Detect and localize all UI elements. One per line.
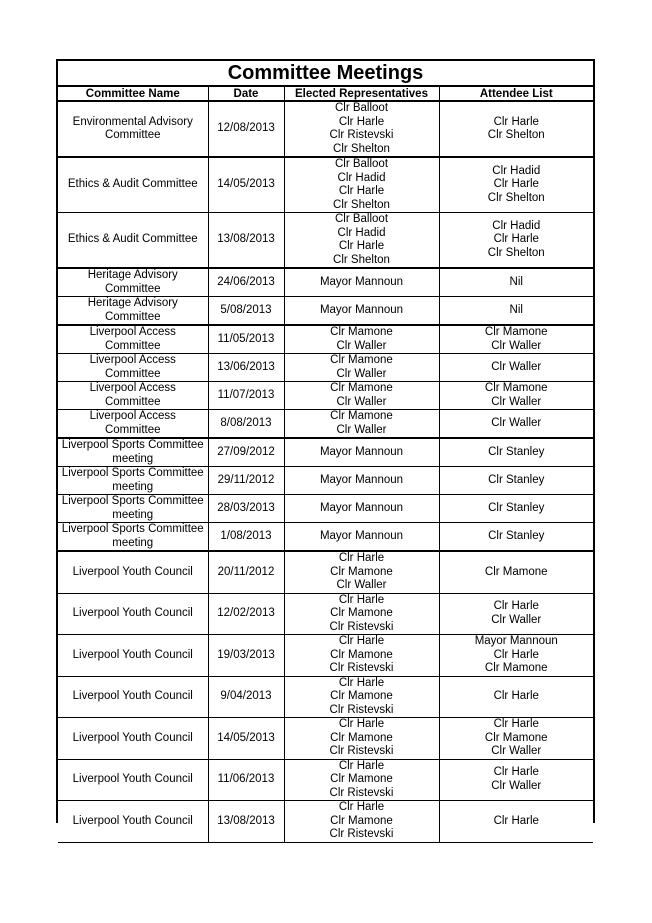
attendee-list-cell [439, 157, 593, 213]
meeting-date-cell: 11/05/2013 [208, 325, 284, 354]
representative-name: Clr Mamone [330, 565, 393, 578]
table-row [58, 593, 593, 635]
representative-name: Clr Waller [336, 579, 387, 591]
representative-name: Clr Harle [338, 240, 385, 252]
attendee-name: Clr Shelton [487, 191, 545, 204]
table-header-row [58, 87, 593, 101]
attendee-list-cell [439, 676, 593, 718]
elected-representatives-cell [284, 101, 439, 157]
attendee-list-cell [439, 268, 593, 297]
committee-name-cell: Liverpool Access Committee [58, 325, 208, 354]
representative-name: Clr Harle [338, 185, 385, 197]
representative-name: Clr Hadid [337, 171, 386, 184]
meeting-date-cell: 1/08/2013 [208, 523, 284, 552]
column-header-committee-name: Committee Name [58, 87, 208, 101]
table-row [58, 410, 593, 439]
meeting-date-cell: 20/11/2012 [208, 551, 284, 593]
attendee-name: Clr Waller [491, 339, 542, 352]
representative-name: Clr Harle [338, 676, 385, 689]
representative-name: Clr Shelton [333, 253, 390, 266]
attendee-name: Clr Stanley [488, 501, 545, 514]
attendee-list-cell [439, 438, 593, 467]
attendee-name: Clr Waller [491, 395, 542, 408]
representative-name: Clr Balloot [334, 102, 389, 114]
representative-name: Clr Harle [338, 718, 385, 730]
committee-name-cell: Liverpool Access Committee [58, 410, 208, 439]
meeting-date-cell: 8/08/2013 [208, 410, 284, 439]
elected-representatives-cell [284, 718, 439, 760]
table-row [58, 551, 593, 593]
representative-name: Clr Harle [338, 115, 385, 128]
attendee-name: Clr Waller [491, 779, 542, 792]
representative-name: Clr Waller [336, 395, 387, 408]
meeting-date-cell: 9/04/2013 [208, 676, 284, 718]
attendee-list-cell [439, 101, 593, 157]
table-row [58, 354, 593, 382]
attendee-name: Clr Mamone [484, 662, 548, 674]
attendee-name: Clr Shelton [487, 129, 545, 141]
representative-name: Clr Ristevski [329, 703, 394, 716]
representative-name: Clr Ristevski [329, 745, 394, 757]
representative-name: Mayor Mannoun [319, 303, 404, 316]
meeting-date-cell: 14/05/2013 [208, 157, 284, 213]
committee-name-cell: Ethics & Audit Committee [58, 213, 208, 269]
representative-name: Clr Harle [338, 801, 385, 813]
attendee-name: Clr Stanley [488, 473, 545, 486]
attendee-name: Clr Waller [491, 745, 542, 757]
elected-representatives-cell [284, 635, 439, 677]
attendee-name: Clr Harle [493, 766, 539, 779]
committee-name-cell: Liverpool Sports Committee meeting [58, 467, 208, 495]
committee-name-cell: Heritage Advisory Committee [58, 297, 208, 326]
representative-name: Clr Harle [338, 635, 385, 647]
elected-representatives-cell [284, 325, 439, 354]
representative-name: Clr Shelton [333, 198, 390, 211]
elected-representatives-cell [284, 593, 439, 635]
attendee-name: Nil [509, 275, 523, 288]
attendee-list-cell [439, 759, 593, 801]
elected-representatives-cell [284, 495, 439, 523]
meeting-date-cell: 19/03/2013 [208, 635, 284, 677]
committee-name-cell: Liverpool Access Committee [58, 382, 208, 410]
committee-name-cell: Environmental Advisory Committee [58, 101, 208, 157]
attendee-list-cell [439, 410, 593, 439]
committee-name-cell: Liverpool Youth Council [58, 551, 208, 593]
table-row [58, 297, 593, 326]
table-row [58, 759, 593, 801]
committee-name-cell: Liverpool Youth Council [58, 593, 208, 635]
representative-name: Clr Ristevski [329, 620, 394, 633]
committee-name-cell: Liverpool Youth Council [58, 676, 208, 718]
representative-name: Clr Harle [338, 593, 385, 606]
meeting-date-cell: 13/08/2013 [208, 213, 284, 269]
committee-name-cell: Liverpool Sports Committee meeting [58, 495, 208, 523]
attendee-list-cell [439, 551, 593, 593]
elected-representatives-cell [284, 354, 439, 382]
meeting-date-cell: 12/08/2013 [208, 101, 284, 157]
attendee-list-cell [439, 801, 593, 843]
elected-representatives-cell [284, 410, 439, 439]
representative-name: Clr Ristevski [329, 828, 394, 840]
attendee-name: Clr Harle [493, 600, 539, 613]
representative-name: Clr Mamone [330, 690, 393, 702]
attendee-list-cell [439, 382, 593, 410]
representative-name: Mayor Mannoun [319, 529, 404, 542]
attendee-name: Clr Hadid [492, 164, 541, 177]
elected-representatives-cell [284, 268, 439, 297]
representative-name: Clr Mamone [330, 648, 393, 661]
representative-name: Clr Mamone [330, 382, 393, 394]
meeting-date-cell: 29/11/2012 [208, 467, 284, 495]
meetings-table [58, 87, 593, 843]
committee-name-cell: Liverpool Youth Council [58, 801, 208, 843]
attendee-name: Clr Shelton [487, 246, 545, 259]
attendee-list-cell [439, 635, 593, 677]
table-row [58, 382, 593, 410]
table-row [58, 213, 593, 269]
table-row [58, 523, 593, 552]
table-row [58, 676, 593, 718]
representative-name: Clr Harle [338, 759, 385, 772]
table-row [58, 325, 593, 354]
attendee-list-cell [439, 325, 593, 354]
attendee-name: Clr Stanley [488, 529, 545, 542]
attendee-list-cell [439, 523, 593, 552]
representative-name: Clr Balloot [334, 213, 389, 225]
attendee-name: Clr Waller [491, 613, 542, 626]
attendee-list-cell [439, 354, 593, 382]
meeting-date-cell: 11/07/2013 [208, 382, 284, 410]
attendee-name: Clr Harle [493, 233, 539, 246]
representative-name: Clr Mamone [330, 354, 393, 366]
representative-name: Clr Mamone [330, 731, 393, 744]
committee-name-cell: Heritage Advisory Committee [58, 268, 208, 297]
attendee-name: Clr Harle [493, 115, 539, 128]
representative-name: Clr Mamone [330, 814, 393, 827]
elected-representatives-cell [284, 551, 439, 593]
representative-name: Clr Harle [338, 552, 385, 564]
attendee-name: Clr Waller [491, 416, 542, 429]
table-row [58, 718, 593, 760]
attendee-name: Clr Harle [493, 814, 539, 827]
attendee-list-cell [439, 718, 593, 760]
attendee-name: Clr Harle [493, 178, 539, 191]
elected-representatives-cell [284, 523, 439, 552]
meeting-date-cell: 13/08/2013 [208, 801, 284, 843]
meeting-date-cell: 27/09/2012 [208, 438, 284, 467]
elected-representatives-cell [284, 297, 439, 326]
representative-name: Clr Ristevski [329, 786, 394, 799]
committee-name-cell: Liverpool Sports Committee meeting [58, 523, 208, 552]
representative-name: Clr Waller [336, 367, 387, 380]
attendee-list-cell [439, 297, 593, 326]
attendee-name: Mayor Mannoun [474, 635, 558, 647]
meeting-date-cell: 24/06/2013 [208, 268, 284, 297]
attendee-list-cell [439, 213, 593, 269]
table-row [58, 101, 593, 157]
representative-name: Clr Ristevski [329, 662, 394, 674]
meeting-date-cell: 5/08/2013 [208, 297, 284, 326]
representative-name: Clr Mamone [330, 326, 393, 338]
representative-name: Clr Shelton [333, 142, 390, 155]
committee-name-cell: Liverpool Youth Council [58, 759, 208, 801]
table-row [58, 801, 593, 843]
committee-name-cell: Liverpool Access Committee [58, 354, 208, 382]
table-row [58, 438, 593, 467]
attendee-name: Nil [509, 303, 523, 316]
meeting-date-cell: 13/06/2013 [208, 354, 284, 382]
page-title: Committee Meetings [58, 61, 593, 87]
meeting-date-cell: 11/06/2013 [208, 759, 284, 801]
attendee-name: Clr Mamone [484, 731, 548, 744]
representative-name: Mayor Mannoun [319, 473, 404, 486]
table-row [58, 268, 593, 297]
elected-representatives-cell [284, 382, 439, 410]
attendee-list-cell [439, 593, 593, 635]
table-row [58, 157, 593, 213]
committee-name-cell: Liverpool Youth Council [58, 635, 208, 677]
attendee-name: Clr Harle [493, 648, 539, 661]
table-row [58, 635, 593, 677]
representative-name: Mayor Mannoun [319, 501, 404, 514]
attendee-name: Clr Waller [491, 360, 542, 373]
elected-representatives-cell [284, 438, 439, 467]
column-header-date: Date [208, 87, 284, 101]
elected-representatives-cell [284, 801, 439, 843]
representative-name: Clr Waller [336, 423, 387, 436]
attendee-name: Clr Mamone [484, 565, 548, 578]
elected-representatives-cell [284, 157, 439, 213]
committee-name-cell: Liverpool Youth Council [58, 718, 208, 760]
attendee-name: Clr Mamone [484, 326, 548, 338]
meeting-date-cell: 14/05/2013 [208, 718, 284, 760]
attendee-list-cell [439, 495, 593, 523]
table-row [58, 495, 593, 523]
elected-representatives-cell [284, 467, 439, 495]
committee-meetings-sheet [56, 59, 595, 840]
meetings-table-body [58, 101, 593, 842]
elected-representatives-cell [284, 759, 439, 801]
representative-name: Clr Mamone [330, 607, 393, 619]
representative-name: Clr Waller [336, 339, 387, 352]
representative-name: Clr Balloot [334, 158, 389, 170]
table-row [58, 467, 593, 495]
committee-name-cell: Liverpool Sports Committee meeting [58, 438, 208, 467]
representative-name: Clr Mamone [330, 410, 393, 422]
representative-name: Clr Ristevski [329, 129, 394, 141]
column-header-attendee-list: Attendee List [439, 87, 593, 101]
attendee-name: Clr Mamone [484, 382, 548, 394]
attendee-list-cell [439, 467, 593, 495]
attendee-name: Clr Harle [493, 690, 539, 702]
column-header-elected-representatives: Elected Representatives [284, 87, 439, 101]
committee-name-cell: Ethics & Audit Committee [58, 157, 208, 213]
representative-name: Mayor Mannoun [319, 275, 404, 288]
representative-name: Clr Hadid [337, 226, 386, 239]
elected-representatives-cell [284, 676, 439, 718]
representative-name: Clr Mamone [330, 773, 393, 785]
elected-representatives-cell [284, 213, 439, 269]
representative-name: Mayor Mannoun [319, 445, 404, 458]
attendee-name: Clr Harle [493, 718, 539, 730]
meeting-date-cell: 12/02/2013 [208, 593, 284, 635]
attendee-name: Clr Stanley [488, 445, 545, 458]
attendee-name: Clr Hadid [492, 219, 541, 232]
meeting-date-cell: 28/03/2013 [208, 495, 284, 523]
